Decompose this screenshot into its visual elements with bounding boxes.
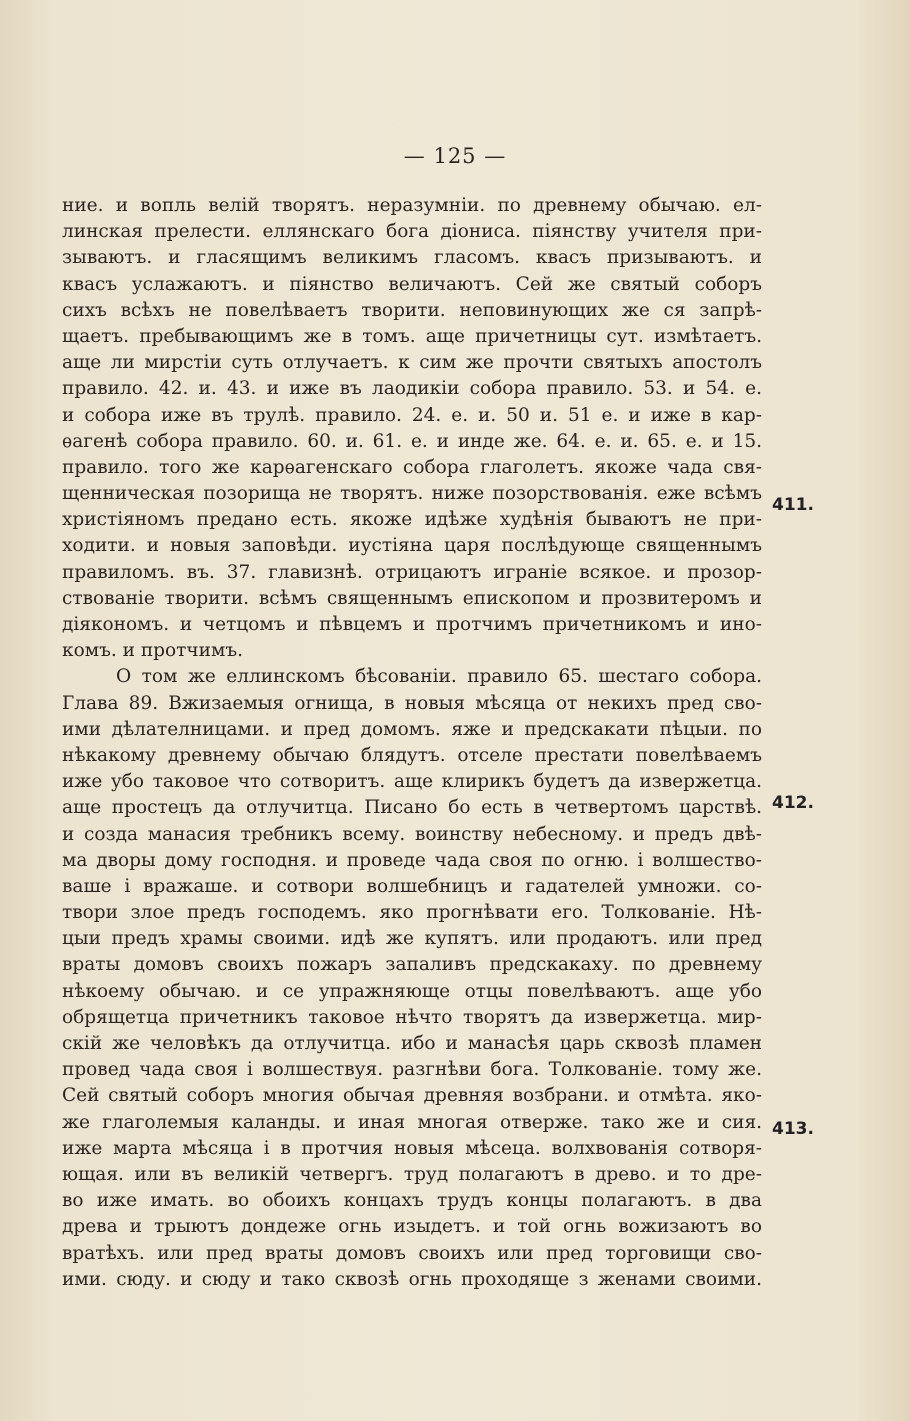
text-line: квасъ услажаютъ. и піянство величаютъ. Сей же святый соборъ xyxy=(62,273,762,295)
text-line: комъ. и протчимъ. xyxy=(62,640,243,662)
margin-number-412: 412. xyxy=(772,793,814,813)
text-line: нѣкоему обычаю. и се упражняюще отцы повелѣваютъ. аще убо xyxy=(62,980,762,1002)
text-line: ѳагенѣ собора правило. 60. и. 61. е. и инде же. 64. е. и. 65. е. и 15. xyxy=(62,430,762,452)
text-line: обрящетца причетникъ таковое нѣчто творятъ да извержетца. мир- xyxy=(62,1006,762,1028)
text-line: ющая. или въ великій четвергъ. труд полагаютъ в древо. и то дре- xyxy=(62,1163,762,1185)
paragraph-heading-line: О том же еллинскомъ бѣсованіи. правило 65. шестаго собора. xyxy=(116,666,762,688)
page-number: — 125 — xyxy=(403,144,507,168)
text-line: иже марта мѣсяца і в протчия новыя мѣсеца. волхвованія сотворя- xyxy=(62,1137,762,1159)
text-line: иже убо таковое что сотворитъ. аще клирикъ будетъ да извержетца. xyxy=(62,771,762,793)
text-line: враты домовъ своихъ пожаръ запаливъ предскакаху. по древнему xyxy=(62,954,762,976)
text-line: христіяномъ предано есть. якоже идѣже худѣнія бываютъ не при- xyxy=(62,509,762,531)
text-line: правило. 42. и. 43. и иже въ лаодикіи собора правило. 53. и 54. е. xyxy=(62,378,762,400)
text-line: ма дворы дому господня. и проведе чада своя по огню. і волшество- xyxy=(62,849,762,871)
text-line: ствованіе творити. всѣмъ священнымъ епископом и прозвитеромъ и xyxy=(62,587,762,609)
text-line: щаетъ. пребывающимъ же в томъ. аще причетницы сут. измѣтаетъ. xyxy=(62,325,762,347)
text-line: ние. и вопль велій творятъ. неразумніи. по древнему обычаю. ел- xyxy=(62,195,762,216)
text-line: цыи предъ храмы своими. идѣ же купятъ. или продаютъ. или пред xyxy=(62,928,762,950)
text-line: твори злое предъ господемъ. яко прогнѣвати его. Толкованіе. Нѣ- xyxy=(62,902,762,924)
text-line: Глава 89. Вжизаемыя огнища, в новыя мѣсяца от некихъ пред сво- xyxy=(62,692,762,714)
margin-number-413: 413. xyxy=(772,1119,814,1139)
text-line: правило. того же карѳагенскаго собора глаголетъ. якоже чада свя- xyxy=(62,456,762,478)
text-line: и собора иже въ трулѣ. правило. 24. е. и. 50 и. 51 е. и иже в кар- xyxy=(62,404,762,426)
text-line: ходити. и новыя заповѣди. иустіяна царя послѣдующе священнымъ xyxy=(62,535,762,557)
text-line: вратѣхъ. или пред враты домовъ своихъ или пред торговищи сво- xyxy=(62,1242,762,1264)
text-line: зываютъ. и гласящимъ великимъ гласомъ. квасъ призываютъ. и xyxy=(62,247,762,269)
text-line: во иже имать. во обоихъ концахъ трудъ концы полагаютъ. в два xyxy=(62,1190,762,1212)
text-line: діякономъ. и четцомъ и пѣвцемъ и протчимъ причетникомъ и ино- xyxy=(62,614,762,635)
text-line: Сей святый соборъ многия обычая древняя возбрани. и отмѣта. яко- xyxy=(62,1085,762,1107)
text-line: древа и трыютъ дондеже огнь изыдетъ. и той огнь вожизаютъ во xyxy=(62,1216,762,1238)
text-line: и созда манасия требникъ всему. воинству небесному. и предъ двѣ- xyxy=(62,823,762,845)
page-body-text xyxy=(62,193,762,1293)
text-line: аще ли мирстіи суть отлучаетъ. к сим же прочти святыхъ апостолъ xyxy=(62,352,762,374)
text-line: скій же человѣкъ да отлучитца. ибо и манасѣя царь сквозѣ пламен xyxy=(62,1033,762,1054)
text-line: сихъ всѣхъ не повелѣваетъ творити. неповинующих же ся запрѣ- xyxy=(62,299,762,321)
text-line: щенническая позорища не творятъ. ниже позорствованія. еже всѣмъ xyxy=(62,483,762,505)
text-line: ими. сюду. и сюду и тако сквозѣ огнь проходяще з женами своими. xyxy=(62,1268,762,1290)
text-line: аще простецъ да отлучитца. Писано бо есть в четвертомъ царствѣ. xyxy=(62,797,762,819)
text-line: провед чада своя і волшествуя. разгнѣви бога. Толкованіе. тому же. xyxy=(62,1059,762,1081)
text-line: линская прелести. еллянскаго бога діониса. піянству учителя при- xyxy=(62,221,762,243)
text-line: ими дѣлателницами. и пред домомъ. яже и предскакати пѣцыи. по xyxy=(62,718,762,740)
text-line: нѣкакому древнему обычаю блядутъ. отселе престати повелѣваемъ xyxy=(62,744,762,766)
text-line: правиломъ. въ. 37. главизнѣ. отрицаютъ играніе всякое. и прозор- xyxy=(62,561,762,583)
text-line: же глаголемыя каланды. и иная многая отверже. тако же и сия. xyxy=(62,1111,762,1133)
text-line: ваше і вражаше. и сотвори волшебницъ и гадателей умножи. со- xyxy=(62,875,762,897)
margin-number-411: 411. xyxy=(772,495,814,515)
